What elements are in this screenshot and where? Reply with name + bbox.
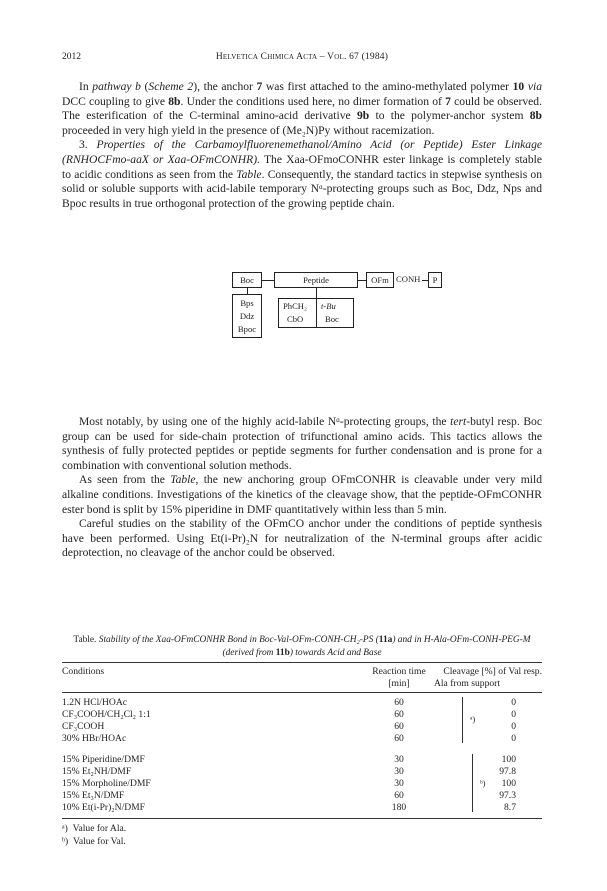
- table-base-group: [62, 754, 542, 818]
- condition-cell: 15% Et₂NH/DMF: [62, 766, 132, 777]
- cbo-label: CbO: [287, 314, 304, 324]
- brace-acid: [458, 697, 463, 743]
- condition-cell: 1.2N HCl/HOAc: [62, 697, 128, 708]
- time-cell: 180: [391, 802, 407, 813]
- table-bottom-rule: [62, 818, 542, 819]
- peptide-box: Peptide: [274, 272, 358, 288]
- ofm-box: OFm: [366, 272, 394, 288]
- condition-cell: CF₃COOH/CH₂Cl₂ 1:1: [62, 709, 151, 720]
- col-header-time: Reaction time: [372, 666, 426, 677]
- footnote-mark-b: ᵇ): [480, 778, 486, 788]
- alt-protecting-groups-box: [232, 294, 262, 338]
- body-text-middle: [62, 415, 542, 561]
- condition-cell: 30% HBr/HOAc: [62, 733, 127, 744]
- page-header: [62, 52, 542, 66]
- time-cell: 60: [394, 790, 404, 801]
- condition-cell: 15% Piperidine/DMF: [62, 754, 145, 765]
- table-row: [62, 697, 542, 708]
- col-header-cleavage: Cleavage [%] of Val resp.: [443, 666, 542, 677]
- running-title: Helvetica Chimica Acta – Vol. 67 (1984): [215, 52, 389, 62]
- table-header-rule: [62, 692, 542, 693]
- time-cell: 30: [394, 778, 404, 789]
- time-cell: 30: [394, 754, 404, 765]
- paragraph-section-3: 3. Properties of the Carbamoylfluorenemethanol/Amino Acid (or Peptide) Ester Linkage (RNHOCFmo-aaX or Xaa-OFmCONHR). The Xaa-OFmoCONHR ester linkage is completely stable to acidic conditions as seen from the Table. Consequently, the standard tactics in stepwise synthesis on solid or soluble supports with acid-labile temporary Nᵅ-protecting groups such as Boc, Ddz, Nps and Bpoc results in true orthogonal protection of the growing peptide chain.: [62, 138, 543, 210]
- cleavage-cell: 0: [511, 733, 516, 744]
- cleavage-cell: 97.8: [499, 766, 516, 777]
- paragraph-cleavage: As seen from the Table, the new anchoring group OFmCONHR is cleavable under very mild alkaline conditions. Investigations of the kinetics of the cleavage show, that the peptide-OFmCONHR ester bond is split by 15% piperidine in DMF quantitatively within less than 5 min.: [62, 473, 542, 516]
- page-number: 2012: [62, 52, 81, 62]
- side-chain-groups-box: [278, 298, 354, 328]
- bond-line: [316, 288, 317, 298]
- alt-group-bpoc: Bpoc: [237, 324, 257, 334]
- boc-side-chain-label: Boc: [325, 314, 339, 324]
- tbu-label: t-Bu: [321, 301, 336, 311]
- table-top-rule: [62, 662, 542, 663]
- time-cell: 60: [394, 709, 404, 720]
- brace-base: [468, 754, 473, 812]
- col-header-cleavage-2: Ala from support: [433, 678, 501, 689]
- alt-group-ddz: Ddz: [239, 311, 255, 321]
- cleavage-cell: 0: [511, 709, 516, 720]
- alt-group-bps: Bps: [240, 298, 254, 308]
- time-cell: 60: [394, 733, 404, 744]
- polymer-p-box: P: [428, 272, 442, 288]
- condition-cell: CF₃COOH: [62, 721, 105, 732]
- paragraph-stability: Careful studies on the stability of the OFmCO anchor under the conditions of peptide synthesis have been performed. Using Et(i-Pr)₂N for neutralization of the N-terminal groups after acidic deprotection, no cleavage of the anchor could be observed.: [62, 517, 542, 560]
- divider-line: [316, 299, 317, 327]
- body-text-top: [62, 80, 542, 211]
- bond-line: [358, 280, 366, 281]
- footnote-mark-a: ᵃ): [470, 714, 476, 724]
- cleavage-cell: 0: [511, 721, 516, 732]
- cleavage-cell: 0: [511, 697, 516, 708]
- cleavage-cell: 100: [501, 754, 516, 765]
- table-caption: Table. Stability of the Xaa-OFmCONHR Bond in Boc-Val-OFm-CONH-CH₂-PS (11a) and in H-Ala-OFm-CONH-PEG-M (derived from 11b) towards Acid and Base: [73, 635, 531, 658]
- phch2-label: PhCH₂: [283, 301, 308, 311]
- bond-line: [262, 280, 274, 281]
- condition-cell: 10% Et(i-Pr)₂N/DMF: [62, 802, 146, 813]
- time-cell: 60: [394, 721, 404, 732]
- condition-cell: 15% Morpholine/DMF: [62, 778, 151, 789]
- table-acid-group: [62, 697, 542, 757]
- col-header-time-unit: [min]: [388, 678, 410, 689]
- paragraph-pathway-b: In pathway b (Scheme 2), the anchor 7 was first attached to the amino-methylated polymer 10 via DCC coupling to give 8b. Under the conditions used here, no dimer formation of 7 could be observed. The esterification of the C-terminal amino-acid derivative 9b to the polymer-anchor system 8b proceeded in very high yield in the presence of (Me₂N)Py without racemization.: [62, 80, 543, 137]
- time-cell: 60: [394, 697, 404, 708]
- col-header-conditions: Conditions: [62, 666, 105, 677]
- footnote-a: ᵃ) Value for Ala.: [62, 823, 127, 834]
- footnote-b: ᵇ) Value for Val.: [62, 836, 126, 847]
- cleavage-cell: 97.3: [499, 790, 516, 801]
- conh-label: CONH: [396, 274, 421, 284]
- cleavage-cell: 8.7: [504, 802, 516, 813]
- cleavage-cell: 100: [501, 778, 516, 789]
- table-row: [62, 733, 542, 744]
- protection-scheme-diagram: [232, 272, 438, 342]
- condition-cell: 15% Et₃N/DMF: [62, 790, 125, 801]
- paragraph-tert-butyl: Most notably, by using one of the highly acid-labile Nᵅ-protecting groups, the tert-butyl resp. Boc group can be used for side-chain protection of trifunctional amino acids. This tactics allows the synthesis of fully protected peptides or peptide segments for further condensation and is prone for a combination with conventional solution methods.: [62, 415, 542, 472]
- boc-box: Boc: [232, 272, 262, 288]
- time-cell: 30: [394, 766, 404, 777]
